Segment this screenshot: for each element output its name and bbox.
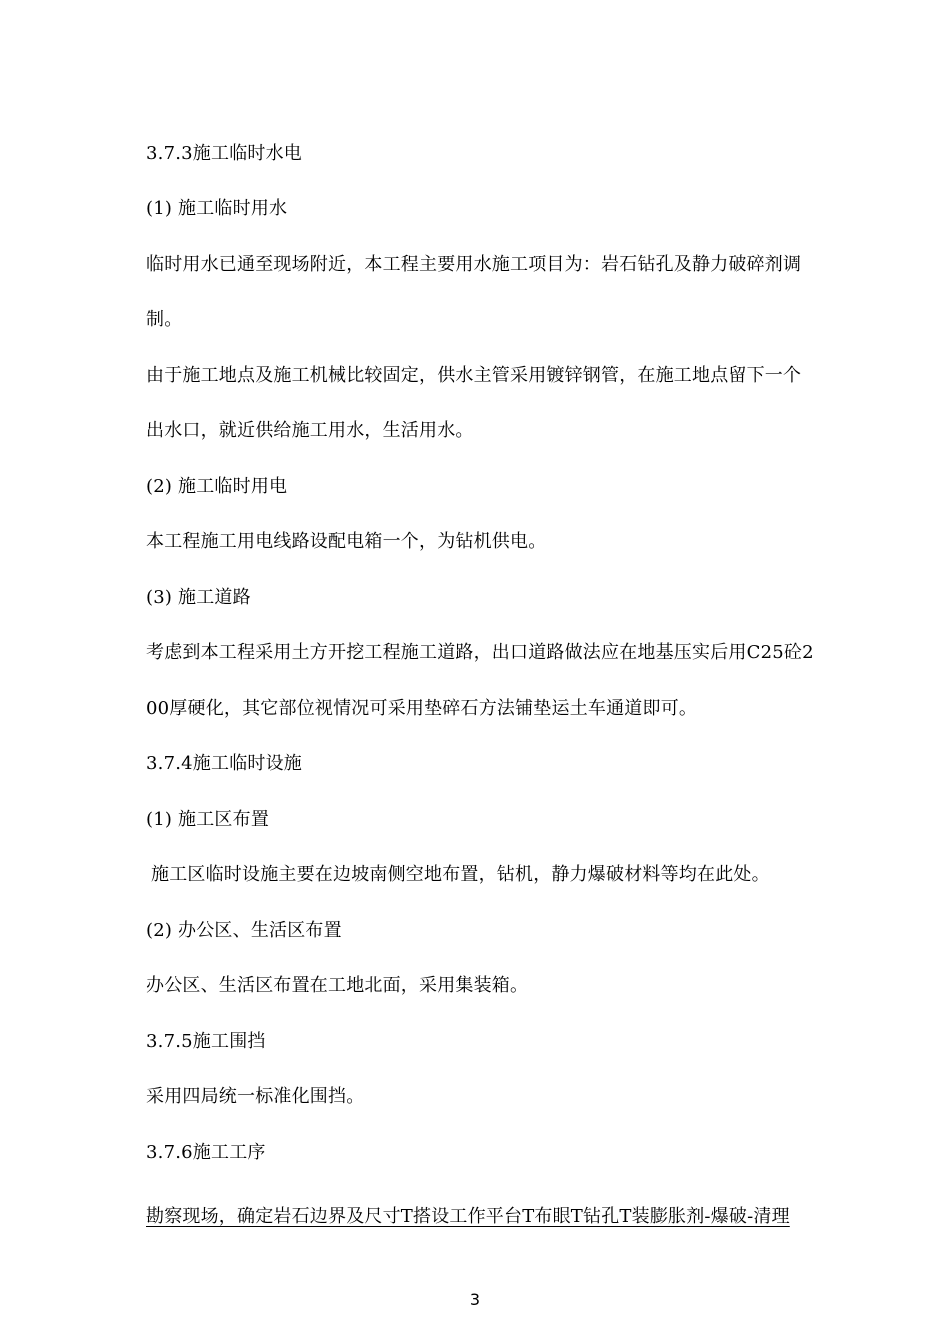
section-heading-3-7-6: 3.7.6施工工序 — [146, 1142, 266, 1163]
paragraph-road-line-1: 考虑到本工程采用土方开挖工程施工道路，出口道路做法应在地基压实后用C25砼2 — [146, 642, 814, 663]
subheading-temporary-power: (2) 施工临时用电 — [146, 476, 288, 497]
subheading-office-living-area: (2) 办公区、生活区布置 — [146, 920, 342, 941]
paragraph-water-line-1: 临时用水已通至现场附近，本工程主要用水施工项目为：岩石钻孔及静力破碎剂调 — [146, 254, 802, 275]
paragraph-water-supply-line-1: 由于施工地点及施工机械比较固定，供水主管采用镀锌钢管，在施工地点留下一个 — [146, 365, 802, 386]
section-heading-3-7-4: 3.7.4施工临时设施 — [146, 753, 302, 774]
section-heading-3-7-5: 3.7.5施工围挡 — [146, 1031, 266, 1052]
paragraph-road-line-2: 00厚硬化，其它部位视情况可采用垫碎石方法铺垫运土车通道即可。 — [146, 698, 698, 719]
paragraph-construction-area: 施工区临时设施主要在边坡南侧空地布置，钻机，静力爆破材料等均在此处。 — [151, 864, 770, 885]
paragraph-hoarding: 采用四局统一标准化围挡。 — [146, 1086, 365, 1107]
paragraph-power: 本工程施工用电线路设配电箱一个，为钻机供电。 — [146, 531, 547, 552]
subheading-construction-road: (3) 施工道路 — [146, 587, 251, 608]
subheading-temporary-water: (1) 施工临时用水 — [146, 198, 288, 219]
section-heading-3-7-3: 3.7.3施工临时水电 — [146, 143, 302, 164]
paragraph-water-line-2: 制。 — [146, 309, 183, 330]
page-number: 3 — [469, 1290, 481, 1309]
paragraph-procedure: 勘察现场，确定岩石边界及尺寸T搭设工作平台T布眼T钻孔T装膨胀剂-爆破-清理 — [146, 1206, 790, 1227]
subheading-construction-area: (1) 施工区布置 — [146, 809, 270, 830]
paragraph-water-supply-line-2: 出水口，就近供给施工用水，生活用水。 — [146, 420, 474, 441]
paragraph-office-living-area: 办公区、生活区布置在工地北面，采用集装箱。 — [146, 975, 529, 996]
